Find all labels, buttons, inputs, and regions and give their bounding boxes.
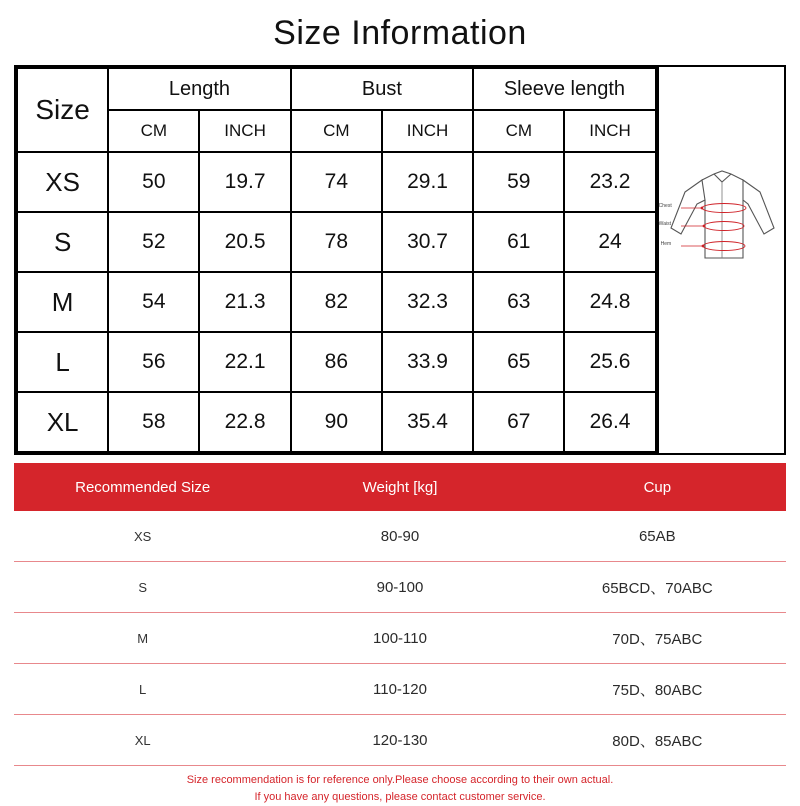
- rec-weight-xl: 120-130: [271, 715, 528, 766]
- figure-label-waist: Waist: [658, 221, 671, 227]
- cell-s-length-cm: 52: [108, 212, 199, 272]
- table-row: [17, 272, 656, 332]
- page-title: Size Information: [273, 14, 527, 52]
- rec-weight-m: 100-110: [271, 613, 528, 664]
- cell-xl-length-cm: 58: [108, 392, 199, 452]
- cell-m-length-cm: 54: [108, 272, 199, 332]
- cell-xs-bust-inch: 29.1: [382, 152, 473, 212]
- table-row: [14, 715, 786, 766]
- rec-cup-m: 70D、75ABC: [529, 613, 786, 664]
- garment-diagram-cell: [657, 67, 784, 453]
- cell-s-bust-inch: 30.7: [382, 212, 473, 272]
- rec-size-l: L: [14, 664, 271, 715]
- cell-s-sleeve-inch: 24: [564, 212, 655, 272]
- rec-weight-l: 110-120: [271, 664, 528, 715]
- cell-xl-bust-cm: 90: [291, 392, 382, 452]
- footer-notes: [14, 766, 786, 806]
- unit-header-bust-cm: CM: [291, 110, 382, 152]
- group-header-bust: Bust: [291, 68, 473, 110]
- header-weight: Weight [kg]: [271, 463, 528, 511]
- table-row-header: [14, 463, 786, 511]
- rec-cup-s: 65BCD、70ABC: [529, 562, 786, 613]
- recommended-size-table: [14, 463, 786, 766]
- cell-xl-sleeve-inch: 26.4: [564, 392, 655, 452]
- table-row: [14, 613, 786, 664]
- size-label-l: L: [17, 332, 108, 392]
- garment-illustration-svg: [659, 162, 785, 292]
- cell-m-sleeve-cm: 63: [473, 272, 564, 332]
- rec-size-s: S: [14, 562, 271, 613]
- cell-xs-length-cm: 50: [108, 152, 199, 212]
- rec-weight-xs: 80-90: [271, 511, 528, 562]
- unit-header-sleeve-cm: CM: [473, 110, 564, 152]
- unit-header-length-inch: INCH: [199, 110, 290, 152]
- cell-xs-bust-cm: 74: [291, 152, 382, 212]
- table-row: [17, 152, 656, 212]
- table-row: [14, 562, 786, 613]
- rec-cup-xl: 80D、85ABC: [529, 715, 786, 766]
- size-label-m: M: [17, 272, 108, 332]
- rec-cup-l: 75D、80ABC: [529, 664, 786, 715]
- table-row: [17, 212, 656, 272]
- size-table-container: [14, 65, 786, 455]
- size-label-s: S: [17, 212, 108, 272]
- cell-m-bust-inch: 32.3: [382, 272, 473, 332]
- unit-header-sleeve-inch: INCH: [564, 110, 655, 152]
- cell-xs-sleeve-cm: 59: [473, 152, 564, 212]
- rec-size-m: M: [14, 613, 271, 664]
- cell-l-sleeve-inch: 25.6: [564, 332, 655, 392]
- size-corner-label: Size: [17, 68, 108, 152]
- figure-label-chest: Chest: [658, 203, 672, 209]
- table-row-group-header: [17, 68, 656, 110]
- cell-l-length-cm: 56: [108, 332, 199, 392]
- group-header-length: Length: [108, 68, 290, 110]
- figure-label-hem: Hem: [660, 241, 672, 247]
- size-table: [16, 67, 657, 453]
- table-row: [17, 332, 656, 392]
- rec-size-xl: XL: [14, 715, 271, 766]
- cell-s-bust-cm: 78: [291, 212, 382, 272]
- rec-size-xs: XS: [14, 511, 271, 562]
- cell-xs-length-inch: 19.7: [199, 152, 290, 212]
- note-line-1: Size recommendation is for reference only.Please choose according to their own actual.: [186, 774, 614, 786]
- cell-xl-length-inch: 22.8: [199, 392, 290, 452]
- table-row-unit-header: [17, 110, 656, 152]
- cell-s-length-inch: 20.5: [199, 212, 290, 272]
- cell-l-bust-inch: 33.9: [382, 332, 473, 392]
- table-row: [17, 392, 656, 452]
- cell-m-length-inch: 21.3: [199, 272, 290, 332]
- cell-m-sleeve-inch: 24.8: [564, 272, 655, 332]
- table-row: [14, 664, 786, 715]
- table-row: [14, 511, 786, 562]
- cell-l-sleeve-cm: 65: [473, 332, 564, 392]
- cell-l-bust-cm: 86: [291, 332, 382, 392]
- cell-l-length-inch: 22.1: [199, 332, 290, 392]
- unit-header-bust-inch: INCH: [382, 110, 473, 152]
- rec-weight-s: 90-100: [271, 562, 528, 613]
- group-header-sleeve: Sleeve length: [473, 68, 655, 110]
- garment-jacket-icon: [659, 162, 785, 292]
- header-recommended-size: Recommended Size: [14, 463, 271, 511]
- cell-s-sleeve-cm: 61: [473, 212, 564, 272]
- rec-cup-xs: 65AB: [529, 511, 786, 562]
- cell-xs-sleeve-inch: 23.2: [564, 152, 655, 212]
- size-label-xs: XS: [17, 152, 108, 212]
- header-cup: Cup: [529, 463, 786, 511]
- unit-header-length-cm: CM: [108, 110, 199, 152]
- cell-xl-sleeve-cm: 67: [473, 392, 564, 452]
- cell-m-bust-cm: 82: [291, 272, 382, 332]
- cell-xl-bust-inch: 35.4: [382, 392, 473, 452]
- note-line-2: If you have any questions, please contact customer service.: [254, 791, 546, 803]
- size-label-xl: XL: [17, 392, 108, 452]
- recommended-size-container: [14, 463, 786, 806]
